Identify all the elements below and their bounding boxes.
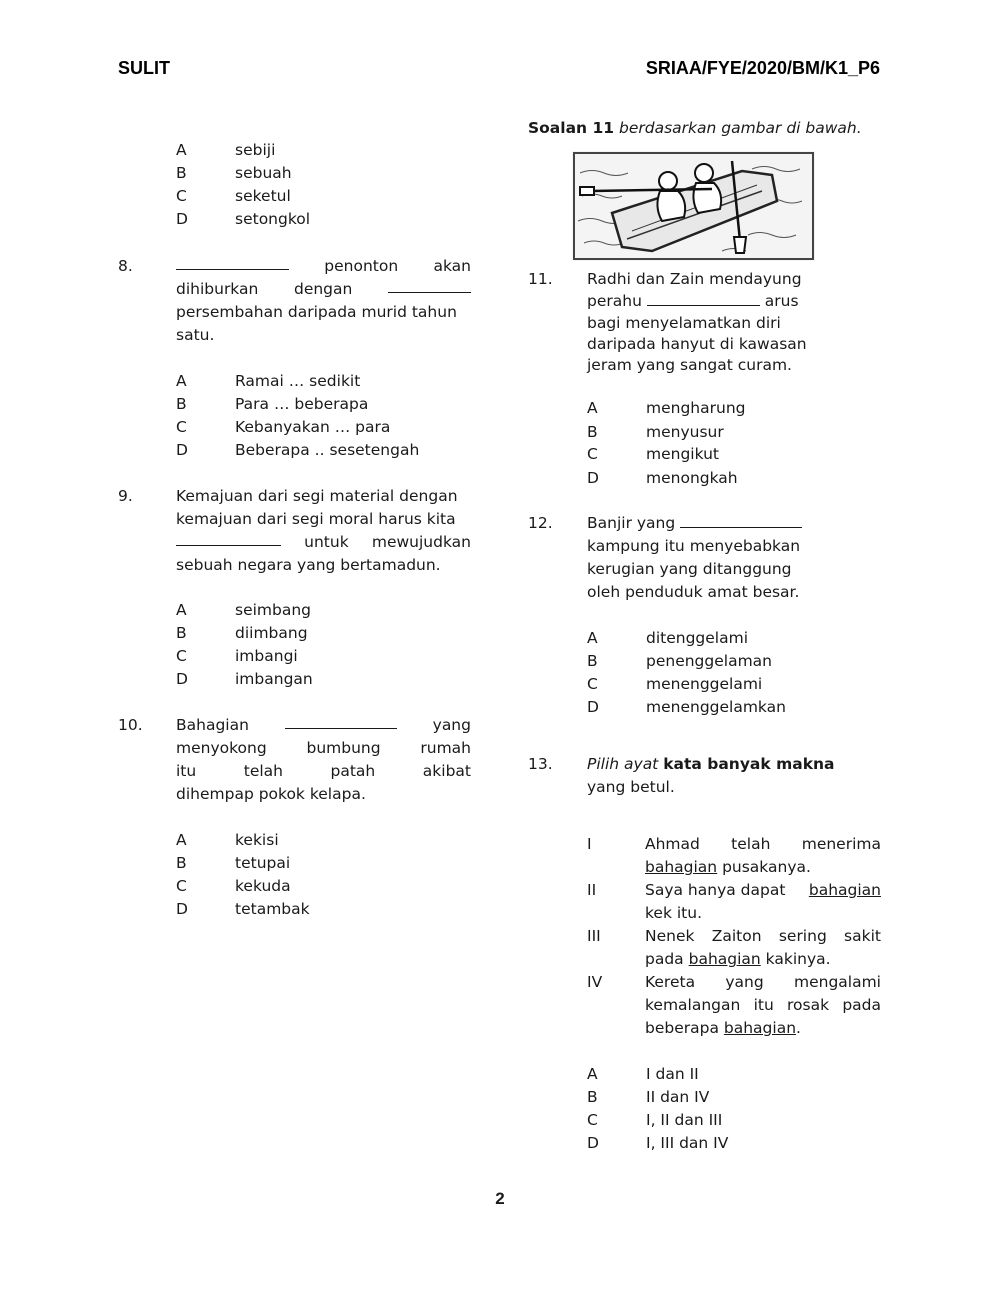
statement-i-line2: bahagian pusakanya. — [645, 858, 811, 876]
statement-roman-iv: IV — [587, 973, 603, 991]
statement-i-line1: Ahmad telah menerima — [645, 835, 881, 853]
statement-ii-line2: kek itu. — [645, 904, 702, 922]
statement-roman-ii: II — [587, 881, 597, 899]
boat-rowing-illustration — [572, 151, 815, 261]
q8-blank-2 — [388, 278, 471, 293]
statement-iv-line3: beberapa bahagian. — [645, 1019, 801, 1037]
statement-roman-i: I — [587, 835, 592, 853]
q11-blank — [647, 291, 760, 306]
q9-blank — [176, 531, 281, 546]
q10-blank — [285, 714, 397, 729]
statement-iii-line2: pada bahagian kakinya. — [645, 950, 831, 968]
q11-intro: Soalan 11 berdasarkan gambar di bawah. — [528, 119, 862, 137]
q8-blank-1 — [176, 255, 289, 270]
q11-number: 11. — [528, 270, 553, 288]
q8-number: 8. — [118, 257, 133, 275]
statement-iv-line2: kemalangan itu rosak pada — [645, 996, 881, 1014]
q9-number: 9. — [118, 487, 133, 505]
page-number: 2 — [495, 1189, 505, 1208]
statement-ii-line1: Saya hanya dapat bahagian — [645, 881, 881, 899]
q10-number: 10. — [118, 716, 143, 734]
q12-blank — [680, 513, 802, 528]
q13-number: 13. — [528, 755, 553, 773]
header-code: SRIAA/FYE/2020/BM/K1_P6 — [645, 58, 880, 78]
statement-iii-line1: Nenek Zaiton sering sakit — [645, 927, 881, 945]
q12-number: 12. — [528, 514, 553, 532]
header-left: SULIT — [118, 58, 170, 78]
statement-iv-line1: Kereta yang mengalami — [645, 973, 881, 991]
statement-roman-iii: III — [587, 927, 601, 945]
